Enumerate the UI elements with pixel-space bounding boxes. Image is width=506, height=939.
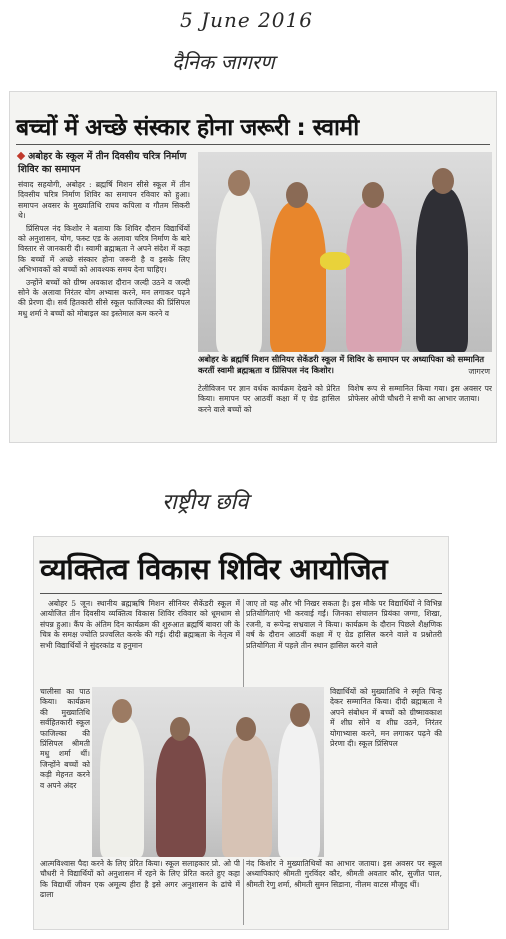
clipping-2-column-2-top (246, 599, 442, 687)
clipping-1-column-3 (348, 384, 492, 436)
paragraph: विद्यार्थियों को मुख्यातिथि ने स्मृति चिन्ह देकर सम्मानित किया। दीदी ब्रह्मऋता ने अपने संबोधन में बच्चों को ग्रीष्मावकाश में शीघ्र सोने व शीघ्र उठने, निरंतर योगाभ्यास करने, मन लगाकर पढ़ने की प्रेरणा दी। स्कूल प्रिंसिपल (330, 687, 442, 749)
person-head (112, 699, 132, 723)
column-divider (243, 599, 244, 687)
person-figure (278, 721, 320, 857)
handwritten-date: 5 June 2016 (180, 8, 313, 32)
person-figure (346, 202, 402, 352)
person-head (286, 182, 308, 208)
person-figure (100, 717, 144, 857)
paragraph: संवाद सहयोगी, अबोहर : ब्रह्मर्षि मिशन सीसे स्कूल में तीन दिवसीय चरित्र निर्माण शिविर का समापन रविवार को हुआ। समापन अवसर के मुख्यातिथि राघव कपिला व गौतम सिकरी थे। (18, 180, 190, 221)
paragraph: प्रिंसिपल नंद किशोर ने बताया कि शिविर दौरान विद्यार्थियों को अनुशासन, योग, फस्र्ट एड के अलावा चरित्र निर्माण के बारे विस्तार से जानकारी दी। स्वामी ब्रह्मऋता ने अपने संदेश में कहा कि बच्चों में अच्छे संस्कार होना जरूरी है व इसके लिए अभिभावकों को बच्चों को आवश्यक समय देना चाहिए। (18, 223, 190, 275)
clipping-1-column-2 (198, 384, 340, 436)
clipping-2-column-1-bottom (40, 859, 240, 925)
person-head (290, 703, 310, 727)
memento-gift (320, 252, 350, 270)
person-figure (222, 735, 272, 857)
paragraph: आत्मविश्वास पैदा करने के लिए प्रेरित किया। स्कूल सलाहकार प्रो. ओ पी चौधरी ने विद्यार्थियों को अनुशासन में रहने के लिए प्रेरित करते हुए कहा कि विद्यार्थी जीवन एक अमूल्य हीरा है इसे अगर अनुशासन के ढांचे में ढाला (40, 859, 240, 900)
headline-divider (40, 593, 442, 594)
clipping-1-byline: जागरण (468, 367, 490, 376)
newspaper-clipping-2 (34, 537, 448, 929)
newspaper-clipping-1 (10, 92, 496, 442)
paragraph: अबोहर 5 जून। स्थानीय ब्रह्मऋषि मिशन सीनियर सैकेंडरी स्कूल में आयोजित तीन दिवसीय व्यक्तित्व विकास शिविर रविवार को धूमधाम से संपन्न हुआ। कैंप के अंतिम दिन कार्यक्रम की शुरुआत ब्रह्मर्षि बावरा जी के चित्र के समक्ष ज्योति प्रज्वलित करके की गई। दीदी ब्रह्मऋता के नेतृत्व में सभी विद्यार्थियों ने सुंदरकांड व हनुमान (40, 599, 240, 650)
bullet-icon (17, 152, 25, 160)
clipping-2-headline: व्यक्तित्व विकास शिविर आयोजित (40, 552, 388, 586)
paragraph: चालीसा का पाठ किया। कार्यक्रम की मुख्यातिथि सर्वहितकारी स्कूल फाजिल्का की प्रिंसिपल श्रीमती मधु शर्मा थीं। जिन्होंने बच्चों को कड़ी मेहनत करने व अपने अंदर (40, 687, 90, 790)
clipping-2-column-1-top (40, 599, 240, 687)
paragraph: नंद किशोर ने मुख्यातिथियों का आभार जताया। इस अवसर पर स्कूल अध्यापिकाएं श्रीमती गुरविंदर कौर, श्रीमती अवतार कौर, सुजीत पाल, श्रीमती रेणु शर्मा, श्रीमती सुमन सिडाना, नीलम वाटस मौजूद थीं। (246, 859, 442, 889)
clipping-1-headline: बच्चों में अच्छे संस्कार होना जरूरी : स्वामी (16, 115, 359, 141)
clipping-2-photo (92, 687, 324, 857)
clipping-1-column-1 (18, 180, 190, 420)
paragraph: टेलीविजन पर ज्ञान वर्धक कार्यक्रम देखने को प्रेरित किया। समापन पर आठवीं कक्षा में ए ग्रेड हासिल करने वाले बच्चों को (198, 384, 340, 414)
clipping-2-column-1-side (40, 687, 90, 857)
person-head (228, 170, 250, 196)
handwritten-newspaper-name: दैनिक जागरण (172, 50, 275, 74)
clipping-2-column-2-bottom (246, 859, 442, 925)
person-figure (156, 735, 206, 857)
handwritten-newspaper-name-2: राष्ट्रीय छवि (162, 490, 249, 515)
clipping-1-subheadline (18, 150, 188, 176)
headline-divider (16, 144, 490, 145)
paragraph: उन्होंने बच्चों को ग्रीष्म अवकाश दौरान जल्दी उठने व जल्दी सोने के अलावा निरंतर योग अभ्यास करने, मन लगाकर पढ़ने की प्रेरणा दी। सर्व हितकारी सीसे स्कूल फाजिल्का की प्रिंसिपल मधु शर्मा ने बच्चों को मोबाइल का इस्तेमाल कम करने व (18, 277, 190, 318)
person-figure (270, 202, 326, 352)
paragraph: जाए तो यह और भी निखर सकता है। इस मौके पर विद्यार्थियों ने विभिन्न प्रतियोगिताएं भी करवाई गईं। जिनका संचालन प्रियंका जग्गा, शिखा, रजनी, व रूपेन्द्र सभ्रवाल ने किया। कार्यक्रम के दौरान पिछले शैक्षणिक वर्ष के दौरान आठवीं कक्षा में ए ग्रेड हासिल करने वाले व प्रश्नोतरी प्रतियोगिता में पहले तीन स्थान हासिल करने वाले (246, 599, 442, 650)
person-figure (216, 188, 262, 352)
clipping-1-photo (198, 152, 492, 352)
clipping-2-column-2-side (330, 687, 442, 857)
person-figure (416, 188, 468, 352)
person-head (236, 717, 256, 741)
person-head (432, 168, 454, 194)
paragraph: विशेष रूप से सम्मानित किया गया। इस अवसर पर प्रोफेसर ओपी चौधरी ने सभी का आभार जताया। (348, 384, 492, 404)
person-head (362, 182, 384, 208)
subheadline-text: अबोहर के स्कूल में तीन दिवसीय चरित्र निर्माण शिविर का समापन (18, 151, 187, 175)
person-head (170, 717, 190, 741)
column-divider (243, 859, 244, 925)
clipping-1-photo-caption: अबोहर के ब्रह्मर्षि मिशन सीनियर सेकेंडरी स्कूल में शिविर के समापन पर अध्यापिका को सम्मानित करतीं स्वामी ब्रह्मऋता व प्रिंसिपल नंद किशोर। (198, 354, 485, 375)
